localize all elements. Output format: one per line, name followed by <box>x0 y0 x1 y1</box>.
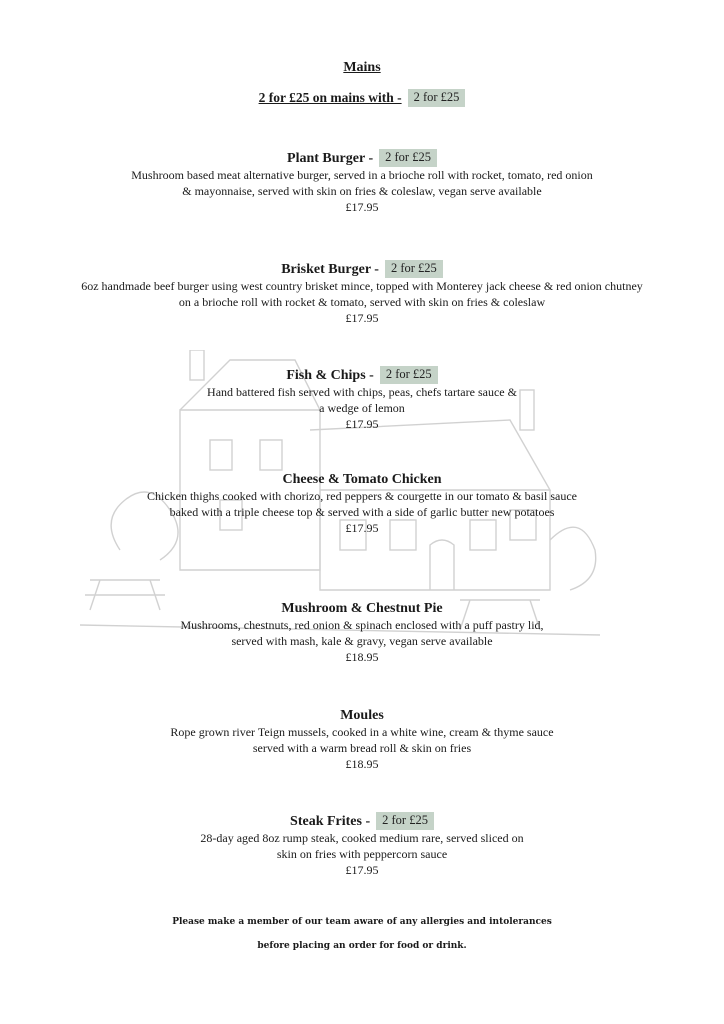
dish-description-line: Hand battered fish served with chips, peas, chefs tartare sauce & <box>207 385 517 399</box>
dish-description-line: served with a warm bread roll & skin on fries <box>252 741 472 755</box>
dish-name: Cheese & Tomato Chicken <box>282 472 442 487</box>
dish-badge: 2 for £25 <box>379 149 437 167</box>
dish-steak-frites <box>0 812 724 878</box>
dish-price: £17.95 <box>345 311 379 325</box>
dish-name: Plant Burger - <box>287 151 374 166</box>
promo-line <box>0 89 724 107</box>
dish-description-line: Chicken thighs cooked with chorizo, red peppers & courgette in our tomato & basil sauce <box>146 489 577 503</box>
dish-description-line: skin on fries with peppercorn sauce <box>276 847 448 861</box>
dish-badge: 2 for £25 <box>380 366 438 384</box>
section-title: Mains <box>343 60 381 75</box>
promo-text: 2 for £25 on mains with - <box>258 90 402 105</box>
dish-description-line: served with mash, kale & gravy, vegan serve available <box>231 634 493 648</box>
allergy-notice-line-1: Please make a member of our team aware of any allergies and intolerances <box>172 917 552 927</box>
dish-description-line: a wedge of lemon <box>319 401 405 415</box>
dish-description-line: 6oz handmade beef burger using west country brisket mince, topped with Monterey jack cheese & red onion chutney <box>81 279 643 293</box>
dish-price: £17.95 <box>345 417 379 431</box>
dish-name: Fish & Chips - <box>286 368 374 383</box>
dish-description-line: 28-day aged 8oz rump steak, cooked medium rare, served sliced on <box>200 831 524 845</box>
dish-description-line: baked with a triple cheese top & served with a side of garlic butter new potatoes <box>169 505 555 519</box>
dish-price: £18.95 <box>345 650 379 664</box>
dish-name: Moules <box>340 708 384 723</box>
dish-brisket-burger <box>0 260 724 326</box>
dish-moules <box>0 708 724 772</box>
dish-fish-and-chips <box>0 366 724 432</box>
dish-price: £17.95 <box>345 863 379 877</box>
dish-cheese-tomato-chicken <box>0 472 724 536</box>
dish-name: Brisket Burger - <box>281 262 379 277</box>
dish-plant-burger <box>0 149 724 215</box>
dish-badge: 2 for £25 <box>376 812 434 830</box>
dish-price: £17.95 <box>345 200 379 214</box>
dish-name: Mushroom & Chestnut Pie <box>281 601 443 616</box>
dish-description-line: Mushrooms, chestnuts, red onion & spinach enclosed with a puff pastry lid, <box>180 618 544 632</box>
dish-price: £18.95 <box>345 757 379 771</box>
dish-description-line: & mayonnaise, served with skin on fries & coleslaw, vegan serve available <box>182 184 542 198</box>
dish-description-line: Rope grown river Teign mussels, cooked in a white wine, cream & thyme sauce <box>170 725 554 739</box>
dish-description-line: Mushroom based meat alternative burger, served in a brioche roll with rocket, tomato, red onion <box>131 168 593 182</box>
dish-badge: 2 for £25 <box>385 260 443 278</box>
promo-badge: 2 for £25 <box>408 89 466 107</box>
dish-name: Steak Frites - <box>290 814 371 829</box>
allergy-notice-line-2: before placing an order for food or drink. <box>257 941 467 951</box>
dish-mushroom-chestnut-pie <box>0 601 724 665</box>
dish-price: £17.95 <box>345 521 379 535</box>
dish-description-line: on a brioche roll with rocket & tomato, served with skin on fries & coleslaw <box>178 295 546 309</box>
